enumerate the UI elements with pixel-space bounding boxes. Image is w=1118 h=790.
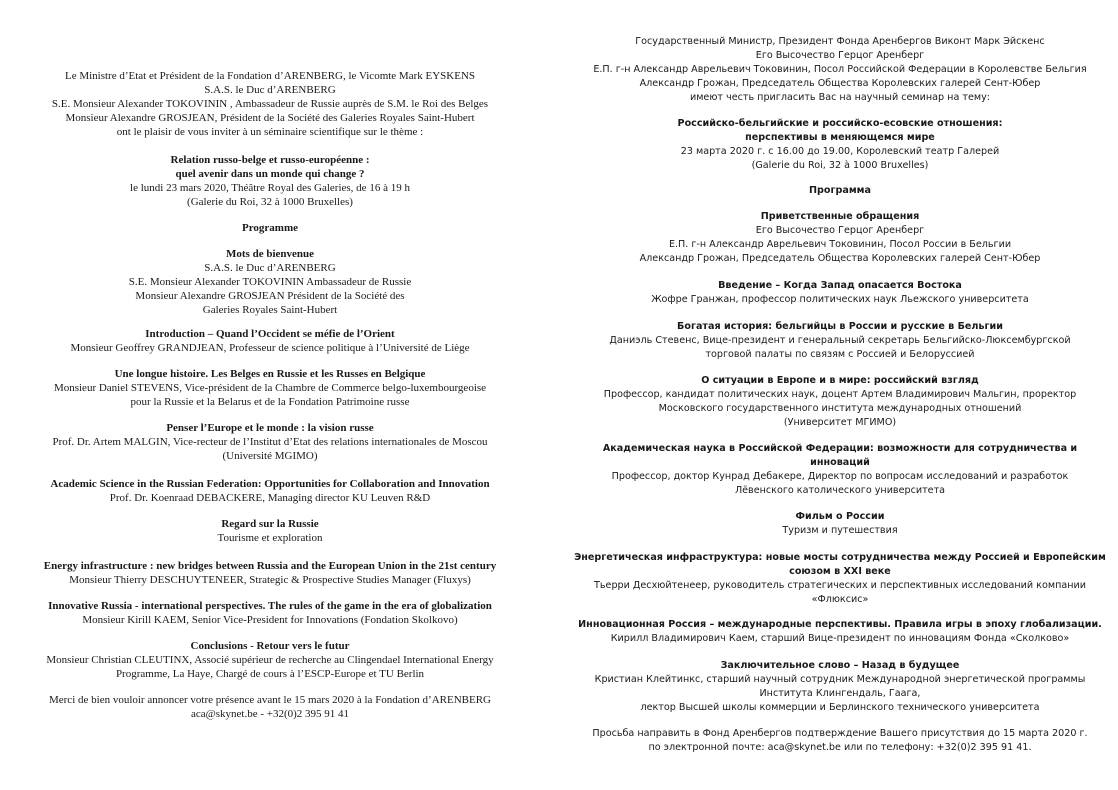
item-title: Regard sur la Russie	[221, 518, 319, 530]
header-line: S.E. Monsieur Alexander TOKOVININ , Ambassadeur de Russie auprès de S.M. le Roi des Belges	[51, 98, 489, 110]
item-speaker: S.A.S. le Duc d’ARENBERG	[204, 262, 336, 274]
item-title: Innovative Russia - international perspectives. The rules of the game in the era of globalization	[48, 600, 492, 612]
item-speaker: (Университет МГИМО)	[783, 417, 897, 428]
title-line: Российско-бельгийские и российско-есовские отношения:	[677, 118, 1003, 129]
item-speaker: Московского государственного института международных отношений	[658, 403, 1022, 414]
item-speaker: Института Клингендаль, Гаага,	[759, 688, 921, 699]
invitation-header	[570, 35, 1110, 105]
item-title: инноваций	[810, 457, 870, 468]
footer-line: по электронной почте: aca@skynet.be или по телефону: +32(0)2 395 91 41.	[648, 742, 1032, 753]
programme-item	[570, 618, 1110, 646]
item-title: Academic Science in the Russian Federation: Opportunities for Collaboration and Innovation	[50, 478, 490, 490]
programme-label: Программа	[809, 185, 871, 196]
item-speaker: Monsieur Christian CLEUTINX, Associé supérieur de recherche au Clingendael International Energy	[46, 654, 494, 666]
item-speaker: Его Высочество Герцог Аренберг	[755, 225, 925, 236]
date-line: (Galerie du Roi, 32 à 1000 Bruxelles)	[751, 160, 929, 171]
item-speaker: «Флюксис»	[811, 594, 869, 605]
title-line: перспективы в меняющемся мире	[745, 132, 935, 143]
item-title: Инновационная Россия – международные перспективы. Правила игры в эпоху глобализации.	[578, 619, 1102, 630]
programme-item	[570, 510, 1110, 538]
programme-item	[570, 374, 1110, 430]
item-title: Приветственные обращения	[760, 211, 920, 222]
programme-item	[0, 421, 540, 463]
programme-item	[0, 599, 540, 627]
item-speaker: (Université MGIMO)	[222, 450, 318, 462]
seminar-title	[570, 117, 1110, 173]
item-speaker: S.E. Monsieur Alexander TOKOVININ Ambassadeur de Russie	[128, 276, 412, 288]
item-speaker: Туризм и путешествия	[782, 525, 898, 536]
programme-item	[0, 639, 540, 681]
item-speaker: Galeries Royales Saint-Hubert	[202, 304, 338, 316]
invitation-header	[0, 69, 540, 139]
item-speaker: Monsieur Alexandre GROSJEAN Président de la Société des	[135, 290, 405, 302]
programme-item	[570, 320, 1110, 362]
footer-line: aca@skynet.be - +32(0)2 395 91 41	[190, 708, 350, 720]
item-speaker: Prof. Dr. Artem MALGIN, Vice-recteur de l’Institut d’Etat des relations internationales de Moscou	[52, 436, 488, 448]
item-speaker: Tourisme et exploration	[217, 532, 323, 544]
item-title: союзом в XXI веке	[789, 566, 891, 577]
footer-line: Просьба направить в Фонд Аренбергов подтверждение Вашего присутствия до 15 марта 2020 г.	[592, 728, 1088, 739]
rsvp-footer	[0, 693, 540, 721]
date-line: le lundi 23 mars 2020, Théâtre Royal des Galeries, de 16 à 19 h	[130, 182, 410, 194]
programme-item	[0, 367, 540, 409]
item-speaker: Профессор, доктор Кунрад Дебакере, Директор по вопросам исследований и разработок	[611, 471, 1069, 482]
item-speaker: Жофре Гранжан, профессор политических наук Льежского университета	[651, 294, 1029, 305]
date-line: 23 марта 2020 г. с 16.00 до 19.00, Королевский театр Галерей	[680, 146, 1000, 157]
item-title: Энергетическая инфраструктура: новые мосты сотрудничества между Россией и Европейским	[574, 552, 1106, 563]
item-speaker: Лёвенского католического университета	[734, 485, 946, 496]
item-title: Conclusions - Retour vers le futur	[190, 640, 350, 652]
item-title: О ситуации в Европе и в мире: российский взгляд	[701, 375, 979, 386]
programme-item	[0, 247, 540, 317]
item-title: Фильм о России	[795, 511, 885, 522]
header-line: имеют честь пригласить Вас на научный семинар на тему:	[689, 92, 991, 103]
programme-item	[570, 279, 1110, 307]
item-speaker: Тьерри Десхюйтенеер, руководитель стратегических и перспективных исследований компании	[594, 580, 1086, 591]
header-line: S.A.S. le Duc d’ARENBERG	[204, 84, 336, 96]
programme-item	[570, 551, 1110, 607]
item-title: Академическая наука в Российской Федерации: возможности для сотрудничества и	[602, 443, 1078, 454]
header-line: Monsieur Alexandre GROSJEAN, Président de la Société des Galeries Royales Saint-Hubert	[65, 112, 475, 124]
item-title: Mots de bienvenue	[226, 248, 314, 260]
item-title: Введение – Когда Запад опасается Востока	[718, 280, 962, 291]
item-speaker: pour la Russie et la Belarus et de la Fondation Patrimoine russe	[130, 396, 410, 408]
programme-item	[570, 210, 1110, 266]
item-speaker: Prof. Dr. Koenraad DEBACKERE, Managing director KU Leuven R&D	[109, 492, 431, 504]
title-line: quel avenir dans un monde qui change ?	[175, 168, 365, 180]
seminar-title	[0, 153, 540, 209]
header-line: Le Ministre d’Etat et Président de la Fondation d’ARENBERG, le Vicomte Mark EYSKENS	[64, 70, 476, 82]
header-line: Александр Грожан, Председатель Общества Королевских галерей Сент-Юбер	[639, 78, 1041, 89]
programme-item	[0, 559, 540, 587]
item-title: Богатая история: бельгийцы в России и русские в Бельгии	[677, 321, 1003, 332]
item-speaker: Профессор, кандидат политических наук, доцент Артем Владимирович Мальгин, проректор	[603, 389, 1077, 400]
item-speaker: Е.П. г-н Александр Аврельевич Токовинин, Посол России в Бельгии	[668, 239, 1012, 250]
programme-item	[0, 477, 540, 505]
programme-label: Programme	[242, 222, 298, 234]
programme-item	[0, 327, 540, 355]
item-speaker: Даниэль Стевенс, Вице-президент и генеральный секретарь Бельгийско-Люксембургской	[609, 335, 1071, 346]
programme-item	[0, 517, 540, 545]
header-line: Его Высочество Герцог Аренберг	[755, 50, 925, 61]
item-title: Introduction – Quand l’Occident se méfie de l’Orient	[145, 328, 395, 340]
header-line: Государственный Министр, Президент Фонда Аренбергов Виконт Марк Эйскенс	[635, 36, 1045, 47]
item-title: Une longue histoire. Les Belges en Russie et les Russes en Belgique	[114, 368, 426, 380]
rsvp-footer	[570, 727, 1110, 755]
item-speaker: Monsieur Geoffrey GRANDJEAN, Professeur de science politique à l’Université de Liège	[70, 342, 470, 354]
item-speaker: Programme, La Haye, Chargé de cours à l’ESCP-Europe et TU Berlin	[115, 668, 425, 680]
programme-item	[570, 659, 1110, 715]
item-speaker: Monsieur Daniel STEVENS, Vice-président de la Chambre de Commerce belgo-luxembourgeoise	[53, 382, 487, 394]
item-speaker: торговой палаты по связям с Россией и Белоруссией	[705, 349, 975, 360]
item-title: Penser l’Europe et le monde : la vision russe	[166, 422, 374, 434]
header-line: ont le plaisir de vous inviter à un séminaire scientifique sur le thème :	[116, 126, 424, 138]
programme-item	[570, 442, 1110, 498]
programme-heading	[570, 184, 1110, 198]
item-speaker: Кирилл Владимирович Каем, старший Вице-президент по инновациям Фонда «Сколково»	[610, 633, 1070, 644]
item-speaker: Monsieur Thierry DESCHUYTENEER, Strategic & Prospective Studies Manager (Fluxys)	[69, 574, 471, 586]
footer-line: Merci de bien vouloir annoncer votre présence avant le 15 mars 2020 à la Fondation d’ARENBERG	[48, 694, 491, 706]
item-speaker: Monsieur Kirill KAEM, Senior Vice-President for Innovations (Fondation Skolkovo)	[82, 614, 458, 626]
header-line: Е.П. г-н Александр Аврельевич Токовинин, Посол Российской Федерации в Королевстве Бельгия	[593, 64, 1087, 75]
date-line: (Galerie du Roi, 32 à 1000 Bruxelles)	[187, 196, 353, 208]
item-speaker: Кристиан Клейтинкс, старший научный сотрудник Международной энергетической программы	[594, 674, 1086, 685]
title-line: Relation russo-belge et russo-européenne :	[170, 154, 370, 166]
item-title: Energy infrastructure : new bridges between Russia and the European Union in the 21st century	[43, 560, 497, 572]
item-speaker: лектор Высшей школы коммерции и Берлинского технического университета	[640, 702, 1040, 713]
programme-heading	[0, 221, 540, 235]
item-title: Заключительное слово – Назад в будущее	[720, 660, 960, 671]
item-speaker: Александр Грожан, Председатель Общества Королевских галерей Сент-Юбер	[639, 253, 1041, 264]
